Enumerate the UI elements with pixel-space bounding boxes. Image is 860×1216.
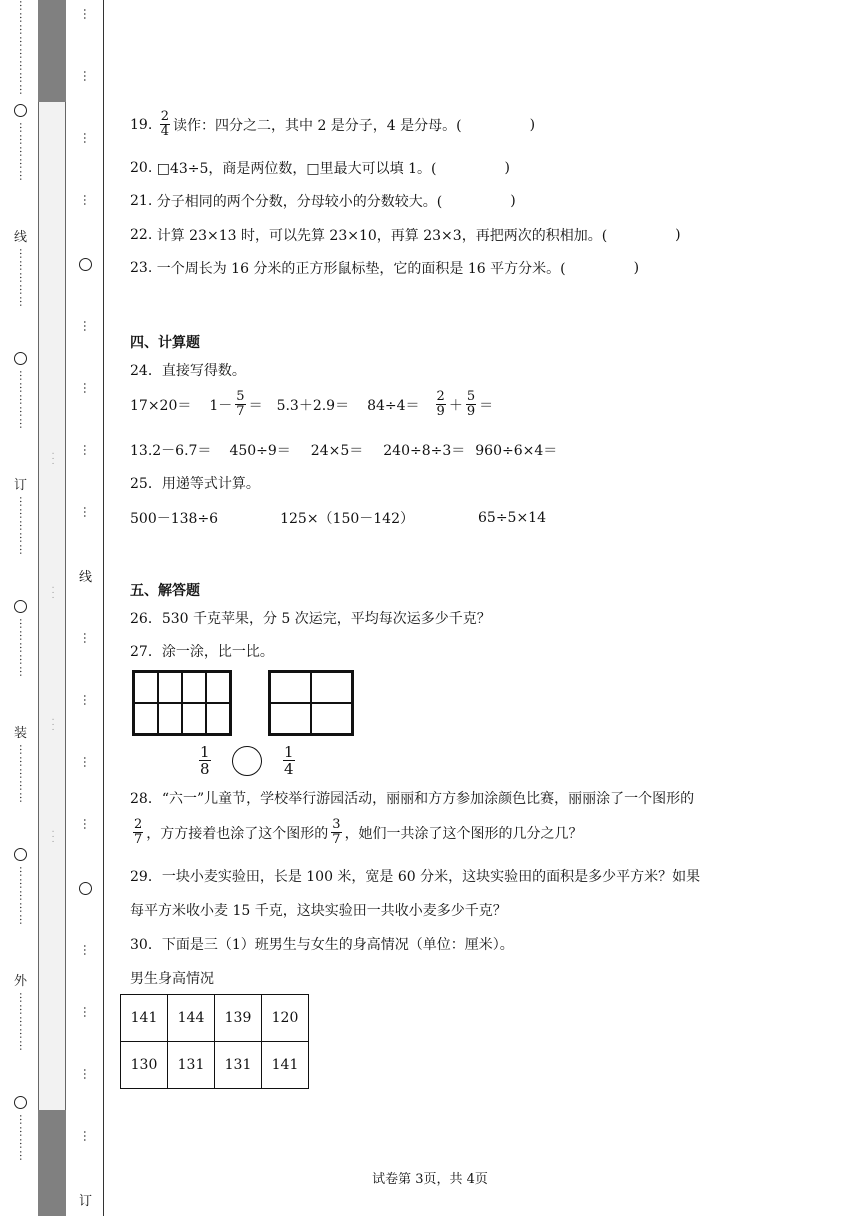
question-23: 23. 一个周长为 16 分米的正方形鼠标垫，它的面积是 16 平方分米。( ) [130,260,640,277]
question-26: 26．530 千克苹果，分 5 次运完，平均每次运多少千克？ [130,611,491,627]
table-row [121,1042,309,1089]
inner-mark-ding: 订 [79,1194,93,1209]
margin-mark-wai: 外 [14,974,28,989]
fraction-one-quarter: $\frac{1}{4}$ [284,743,294,778]
question-19: 19. $\frac{2}{4}$ 读作：四分之二，其中 2 是分子，4 是分母。( ) [130,109,536,139]
table-cell: 144 [168,995,215,1042]
question-20: 20. □43÷5，商是两位数，□里最大可以填 1。( ) [130,160,510,177]
question-21: 21. 分子相同的两个分数，分母较小的分数较大。( ) [130,193,516,210]
fraction: $\frac{2}{7}$ [134,817,143,847]
table-title: 男生身高情况 [130,971,214,987]
gray-block-bottom [38,1110,66,1216]
gray-block-top [38,0,66,102]
circle-mark-icon [14,104,27,117]
table-cell: 120 [262,995,309,1042]
table-cell: 141 [121,995,168,1042]
fraction: $\frac{2}{9}$ [436,389,445,419]
fraction-one-eighth: $\frac{1}{8}$ [200,743,210,778]
circle-mark-icon [14,352,27,365]
table-cell: 139 [215,995,262,1042]
question-25: 25．用递等式计算。 [130,476,260,492]
boys-height-table [120,994,309,1089]
margin-mark-ding: 订 [14,478,28,493]
fraction: $\frac{5}{7}$ [236,389,245,419]
calc-row-3: 500－138÷6 125×（150－142） 65÷5×14 [130,510,546,527]
table-cell: 130 [121,1042,168,1089]
question-28-line2: $\frac{2}{7}$ ，方方接着也涂了这个图形的 $\frac{3}{7}$ ，她们一共涂了这个图形的几分之几？ [134,817,583,847]
binding-line [103,0,104,1216]
circle-mark-icon [79,258,92,271]
gray-strip [38,0,66,1216]
circle-mark-icon [79,882,92,895]
outer-dotted-line: …………………… …………… 线 …………… …………… 订 …………… …………… 装 …………… …………… 外 …………… ………… [14,0,30,1162]
fraction: $\frac{3}{7}$ [332,817,341,847]
section-title-answer: 五、解答题 [130,583,200,599]
margin-mark-zhuang: 装 [14,726,28,741]
circle-mark-icon [14,848,27,861]
grid-quarters[interactable] [268,670,354,736]
binding-margin: …………………… …………… 线 …………… …………… 订 …………… …………… 装 …………… …………… 外 …………… ………… · · · · · · · · · · · · … … … … … … … … 线 … … … … … … … … 订 [0,0,104,1216]
calc-row-2: 13.2－6.7＝ 450÷9＝ 24×5＝ 240÷8÷3＝ 960÷6×4＝ [130,443,558,459]
question-29-line1: 29．一块小麦实验田，长是 100 米，宽是 60 分米，这块实验田的面积是多少平方米？如果 [130,869,701,885]
table-cell: 141 [262,1042,309,1089]
table-cell: 131 [168,1042,215,1089]
question-24: 24．直接写得数。 [130,363,246,379]
circle-mark-icon [14,600,27,613]
question-22: 22. 计算 23×13 时，可以先算 23×10，再算 23×3，再把两次的积相加。( ) [130,227,681,244]
question-30: 30．下面是三（1）班男生与女生的身高情况（单位：厘米）。 [130,937,514,953]
question-27: 27．涂一涂，比一比。 [130,644,274,660]
grid-eighths[interactable] [132,670,232,736]
fraction: $\frac{2}{4}$ [160,109,169,139]
table-row [121,995,309,1042]
circle-mark-icon [14,1096,27,1109]
question-28-line1: 28．“六一”儿童节，学校举行游园活动，丽丽和方方参加涂颜色比赛，丽丽涂了一个图形的 [130,791,695,807]
section-title-calc: 四、计算题 [130,335,200,351]
compare-circle[interactable] [232,746,262,776]
inner-mark-xian: 线 [79,570,93,585]
question-29-line2: 每平方米收小麦 15 千克，这块实验田一共收小麦多少千克？ [130,903,507,919]
page-footer: 试卷第 3页，共 4页 [372,1172,488,1187]
table-cell: 131 [215,1042,262,1089]
calc-row-1: 17×20＝ 1－ $\frac{5}{7}$ ＝ 5.3＋2.9＝ 84÷4＝ $\frac{2}{9}$ ＋ $\frac{5}{9}$ ＝ [130,389,494,419]
fraction: $\frac{5}{9}$ [466,389,476,419]
margin-mark-xian: 线 [14,230,28,245]
